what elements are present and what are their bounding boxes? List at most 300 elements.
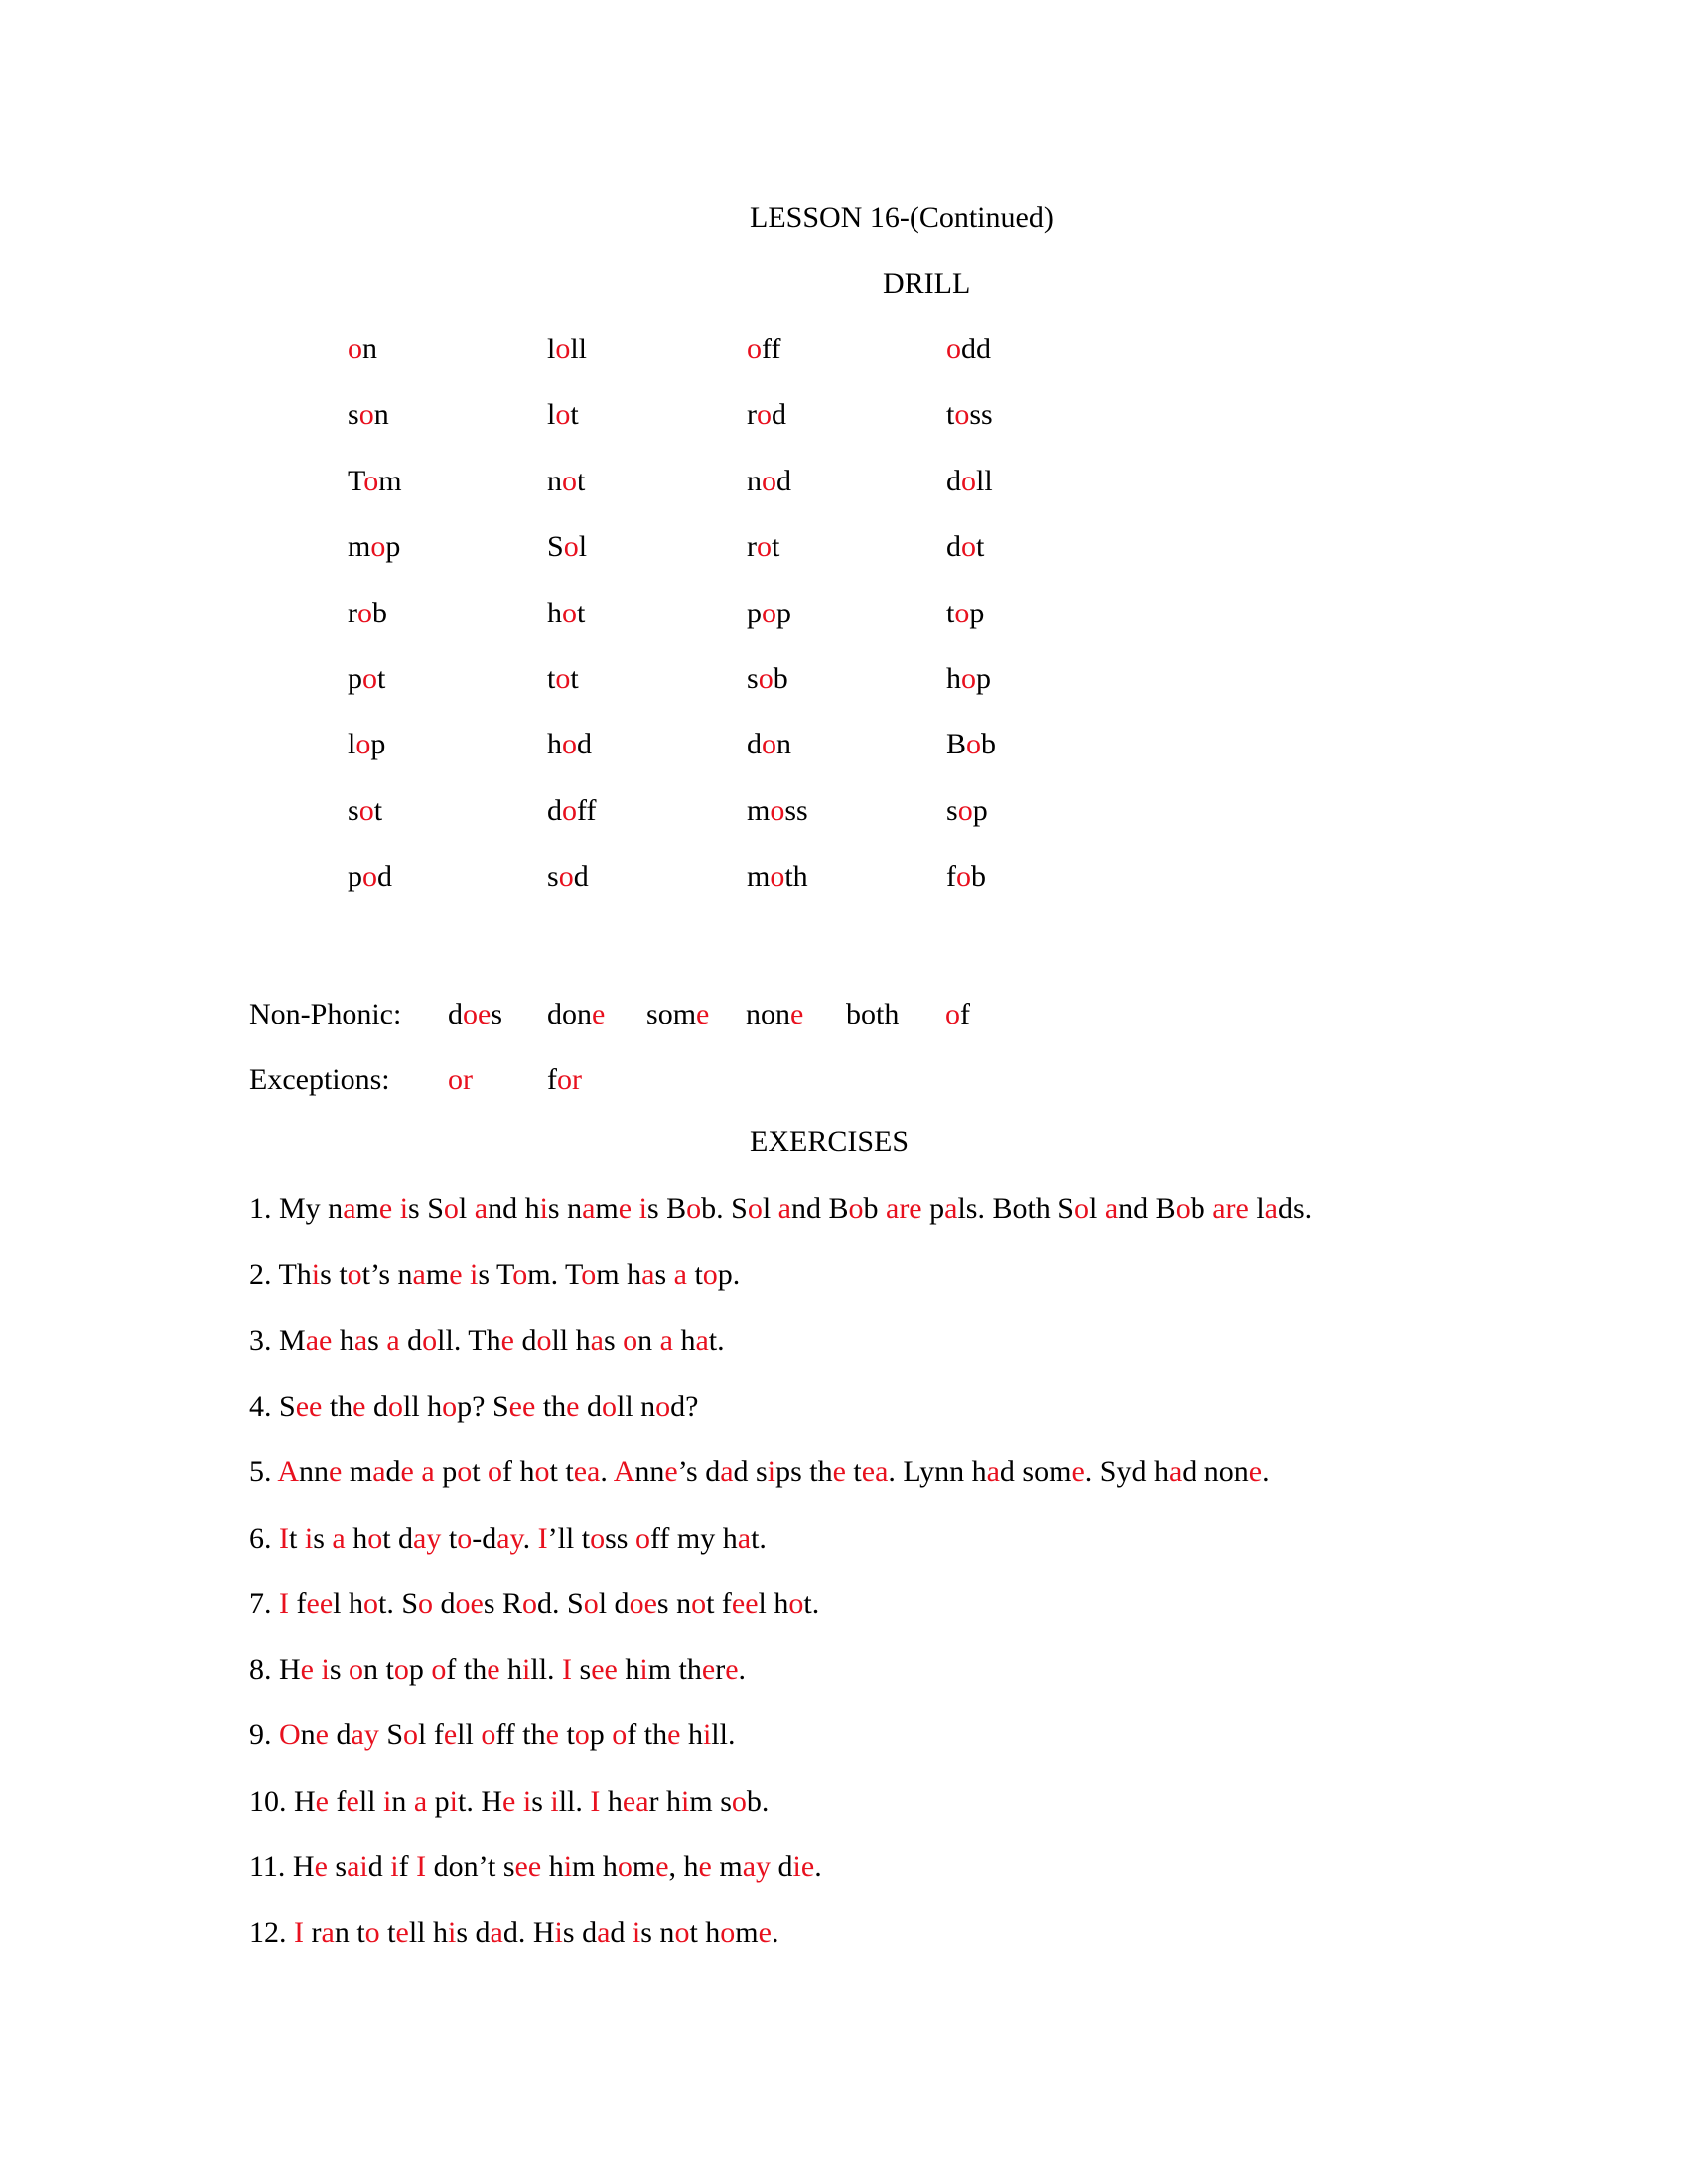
- highlighted-letters: o: [848, 1192, 864, 1225]
- highlighted-letters: ai: [347, 1850, 368, 1883]
- text-run: b.: [746, 1784, 770, 1818]
- text-run: p: [348, 860, 362, 893]
- text-run: l: [547, 398, 556, 432]
- drill-word: [348, 330, 377, 369]
- highlighted-letters: e: [758, 1916, 772, 1950]
- text-run: ll. Th: [437, 1323, 501, 1357]
- highlighted-letters: o: [393, 1653, 409, 1687]
- highlighted-letters: e: [500, 1323, 514, 1357]
- text-run: t: [441, 1521, 458, 1555]
- drill-word: [747, 462, 791, 501]
- highlighted-letters: I: [537, 1521, 548, 1555]
- text-run: d?: [670, 1389, 699, 1423]
- highlighted-letters: o: [1175, 1192, 1191, 1225]
- highlighted-letters: o: [623, 1323, 638, 1357]
- text-run: p: [408, 1653, 432, 1687]
- text-run: d: [385, 1455, 401, 1489]
- exercise-sentence: [249, 1650, 746, 1690]
- text-run: .: [771, 1916, 779, 1950]
- highlighted-letters: e: [698, 1850, 712, 1883]
- highlighted-letters: o: [534, 1455, 550, 1489]
- text-run: p: [747, 596, 762, 629]
- drill-word: [348, 395, 389, 435]
- highlighted-letters: ay: [496, 1521, 523, 1555]
- exercises-heading: EXERCISES: [750, 1125, 910, 1158]
- highlighted-letters: o: [357, 596, 372, 629]
- highlighted-letters: o: [946, 333, 961, 365]
- text-run: r h: [648, 1784, 682, 1818]
- highlighted-letters: A: [277, 1455, 300, 1489]
- text-run: h: [547, 728, 562, 761]
- text-run: ll.: [711, 1718, 736, 1752]
- text-run: ss: [605, 1521, 635, 1555]
- highlighted-letters: o: [422, 1323, 438, 1357]
- text-run: o: [657, 998, 673, 1030]
- text-run: s d: [456, 1916, 491, 1950]
- text-run: nn: [634, 1455, 665, 1489]
- text-run: r: [747, 398, 757, 432]
- highlighted-letters: o: [555, 662, 571, 695]
- text-run: 6.: [249, 1521, 279, 1555]
- text-run: d: [513, 1323, 537, 1357]
- highlighted-letters: o: [443, 1192, 459, 1225]
- text-run: ff: [577, 793, 597, 827]
- highlighted-letters: o: [562, 464, 577, 497]
- text-run: t.: [751, 1521, 767, 1555]
- text-run: d: [433, 1586, 456, 1620]
- text-run: m: [735, 1916, 759, 1950]
- drill-word: [348, 462, 402, 501]
- drill-word: [946, 725, 996, 764]
- text-run: d: [377, 860, 392, 893]
- highlighted-letters: o: [674, 1916, 690, 1950]
- highlighted-letters: a: [413, 1784, 428, 1818]
- text-run: r: [348, 596, 357, 629]
- text-run: .: [522, 1521, 538, 1555]
- highlighted-letters: e: [315, 1784, 329, 1818]
- text-run: 12.: [249, 1916, 294, 1950]
- text-run: s: [348, 793, 359, 827]
- text-run: ps th: [775, 1455, 833, 1489]
- text-run: s T: [478, 1258, 513, 1292]
- text-run: s: [348, 398, 359, 432]
- highlighted-letters: o: [362, 662, 377, 695]
- text-run: l: [578, 530, 588, 564]
- text-run: o: [562, 998, 577, 1030]
- text-run: t.: [803, 1586, 820, 1620]
- text-run: d: [547, 793, 562, 827]
- text-run: [515, 1785, 523, 1818]
- text-run: -d: [472, 1521, 497, 1555]
- text-run: m s: [689, 1784, 732, 1818]
- exceptions-label: Exceptions:: [249, 1063, 390, 1096]
- highlighted-letters: a: [1104, 1192, 1119, 1225]
- text-run: b: [981, 728, 997, 761]
- highlighted-letters: e: [315, 1718, 329, 1752]
- text-run: d: [573, 860, 589, 893]
- text-run: h: [617, 1653, 640, 1687]
- text-run: p: [370, 728, 386, 761]
- text-run: 2. Th: [249, 1258, 312, 1292]
- highlighted-letters: e: [300, 1653, 314, 1687]
- text-run: t: [845, 1455, 862, 1489]
- highlighted-letters: o: [702, 1258, 718, 1292]
- highlighted-letters: o: [634, 1521, 650, 1555]
- text-run: ll: [457, 1718, 482, 1752]
- highlighted-letters: I: [279, 1521, 289, 1555]
- text-run: s n: [640, 1916, 675, 1950]
- text-run: s: [531, 1784, 551, 1818]
- non-phonic-word: [746, 995, 803, 1034]
- text-run: t: [577, 464, 586, 497]
- text-run: r: [304, 1916, 322, 1950]
- exercise-sentence: [249, 1452, 1270, 1492]
- highlighted-letters: o: [762, 464, 776, 497]
- highlighted-letters: o: [956, 860, 971, 893]
- highlighted-letters: o: [347, 1258, 362, 1292]
- highlighted-letters: o: [362, 1586, 378, 1620]
- text-run: l h: [333, 1586, 363, 1620]
- text-run: n: [746, 998, 761, 1030]
- highlighted-letters: o: [720, 1916, 736, 1950]
- highlighted-letters: o: [348, 333, 362, 365]
- exercise-sentence: [249, 1782, 769, 1822]
- text-run: . Syd h: [1084, 1455, 1169, 1489]
- text-run: n: [547, 464, 562, 497]
- text-run: r: [747, 530, 757, 564]
- highlighted-letters: o: [562, 596, 577, 629]
- text-run: both: [846, 998, 900, 1030]
- text-run: m: [747, 793, 771, 827]
- text-run: 4. S: [249, 1389, 296, 1423]
- text-run: h: [672, 1323, 696, 1357]
- highlighted-letters: ee: [295, 1389, 323, 1423]
- highlighted-letters: e: [618, 1192, 633, 1225]
- text-run: n: [577, 998, 592, 1030]
- text-run: s: [491, 998, 503, 1030]
- highlighted-letters: i: [522, 1784, 532, 1818]
- highlighted-letters: o: [758, 662, 774, 695]
- text-run: d: [946, 530, 961, 564]
- text-run: dd: [961, 333, 991, 365]
- text-run: ss: [784, 793, 808, 827]
- text-run: s n: [547, 1192, 583, 1225]
- text-run: p: [385, 530, 401, 564]
- exception-word: [547, 1060, 582, 1100]
- text-run: t: [547, 662, 556, 695]
- highlighted-letters: o: [961, 662, 976, 695]
- highlighted-letters: o: [757, 398, 772, 432]
- text-run: p: [348, 662, 362, 695]
- drill-word: [547, 659, 579, 699]
- drill-word: [348, 594, 387, 633]
- text-run: . Lynn h: [888, 1455, 987, 1489]
- text-run: ll.: [530, 1653, 563, 1687]
- highlighted-letters: a: [590, 1323, 604, 1357]
- highlighted-letters: o: [757, 530, 772, 564]
- drill-heading: DRILL: [883, 267, 971, 300]
- highlighted-letters: o: [954, 398, 970, 432]
- highlighted-letters: or: [557, 1063, 582, 1096]
- exercise-sentence: [249, 1913, 778, 1953]
- highlighted-letters: o: [762, 596, 776, 629]
- text-run: don’t s: [426, 1850, 515, 1883]
- highlighted-letters: i: [639, 1653, 648, 1687]
- highlighted-letters: o: [686, 1192, 702, 1225]
- highlighted-letters: are: [886, 1192, 922, 1225]
- text-run: [392, 1192, 400, 1225]
- highlighted-letters: i: [399, 1192, 409, 1225]
- text-run: t’s n: [361, 1258, 413, 1292]
- text-run: f: [960, 998, 970, 1030]
- text-run: ff: [762, 333, 781, 365]
- text-run: t: [570, 662, 579, 695]
- text-run: s t: [320, 1258, 348, 1292]
- text-run: d: [610, 1916, 633, 1950]
- highlighted-letters: ay: [413, 1521, 442, 1555]
- text-run: n t: [334, 1916, 365, 1950]
- highlighted-letters: e: [725, 1653, 739, 1687]
- drill-word: [946, 462, 993, 501]
- text-run: .: [1262, 1455, 1270, 1489]
- highlighted-letters: i: [449, 1784, 459, 1818]
- highlighted-letters: e: [400, 1455, 414, 1489]
- text-run: s d: [562, 1916, 598, 1950]
- highlighted-letters: o: [388, 1389, 403, 1423]
- text-run: [314, 1653, 322, 1686]
- text-run: d n: [1182, 1455, 1219, 1489]
- text-run: t: [686, 1258, 703, 1292]
- text-run: l: [1248, 1192, 1265, 1225]
- text-run: d: [547, 998, 562, 1030]
- text-run: t. H: [458, 1784, 503, 1818]
- drill-word: [747, 395, 786, 435]
- text-run: d: [771, 1850, 793, 1883]
- drill-word: [348, 659, 385, 699]
- highlighted-letters: o: [966, 728, 982, 761]
- highlighted-letters: o: [558, 860, 574, 893]
- text-run: t: [379, 1916, 396, 1950]
- text-run: p: [921, 1192, 945, 1225]
- highlighted-letters: o: [945, 998, 960, 1030]
- text-run: f: [946, 860, 956, 893]
- highlighted-letters: i: [321, 1653, 330, 1687]
- text-run: m: [378, 464, 402, 497]
- text-run: n t: [363, 1653, 394, 1687]
- text-run: s: [367, 1323, 387, 1357]
- text-run: h: [345, 1521, 368, 1555]
- text-run: p.: [717, 1258, 741, 1292]
- highlighted-letters: o: [581, 1258, 597, 1292]
- non-phonic-label: Non-Phonic:: [249, 998, 402, 1030]
- text-run: s: [603, 1323, 624, 1357]
- highlighted-letters: e: [449, 1258, 463, 1292]
- text-run: l: [348, 728, 356, 761]
- drill-word: [348, 527, 400, 567]
- text-run: m: [672, 998, 697, 1030]
- text-run: b: [372, 596, 387, 629]
- text-run: m. T: [527, 1258, 582, 1292]
- drill-word: [547, 594, 585, 633]
- text-run: b: [971, 860, 986, 893]
- text-run: 3. M: [249, 1323, 306, 1357]
- highlighted-letters: e: [1248, 1455, 1263, 1489]
- text-run: s R: [483, 1586, 523, 1620]
- text-run: t: [946, 398, 955, 432]
- text-run: .: [814, 1850, 822, 1883]
- text-run: ff my h: [649, 1521, 738, 1555]
- text-run: s: [946, 793, 958, 827]
- text-run: , h: [668, 1850, 699, 1883]
- highlighted-letters: e: [545, 1718, 559, 1752]
- highlighted-letters: i: [539, 1192, 548, 1225]
- text-run: f: [329, 1784, 347, 1818]
- highlighted-letters: o: [362, 860, 377, 893]
- text-run: ll.: [558, 1784, 591, 1818]
- text-run: t.: [708, 1323, 725, 1357]
- lesson-title: LESSON 16-(Continued): [750, 202, 1054, 234]
- highlighted-letters: ee: [591, 1653, 618, 1687]
- text-run: b. S: [701, 1192, 748, 1225]
- text-run: 7.: [249, 1586, 279, 1620]
- highlighted-letters: o: [957, 793, 973, 827]
- text-run: t f: [706, 1586, 732, 1620]
- text-run: ’ll t: [547, 1521, 591, 1555]
- text-run: 11. H: [249, 1850, 315, 1883]
- text-run: d: [329, 1718, 352, 1752]
- text-run: ll h: [551, 1323, 591, 1357]
- highlighted-letters: i: [638, 1192, 647, 1225]
- text-run: b: [1190, 1192, 1213, 1225]
- text-run: n: [776, 728, 791, 761]
- drill-word: [348, 857, 392, 896]
- text-run: h: [946, 662, 961, 695]
- highlighted-letters: o: [617, 1850, 633, 1883]
- text-run: f: [289, 1586, 307, 1620]
- highlighted-letters: e: [667, 1718, 681, 1752]
- highlighted-letters: a: [474, 1192, 489, 1225]
- text-run: .: [738, 1653, 747, 1687]
- drill-word: [547, 462, 585, 501]
- text-run: l: [762, 1192, 778, 1225]
- text-run: n: [362, 333, 377, 365]
- text-run: d s: [999, 1455, 1035, 1489]
- text-run: m: [747, 860, 771, 893]
- text-run: m: [595, 1192, 619, 1225]
- highlighted-letters: o: [555, 333, 571, 365]
- drill-word: [547, 395, 579, 435]
- highlighted-letters: a: [321, 1916, 335, 1950]
- highlighted-letters: O: [279, 1718, 301, 1752]
- highlighted-letters: o: [961, 530, 976, 564]
- text-run: p: [776, 596, 791, 629]
- highlighted-letters: e: [329, 1455, 343, 1489]
- text-run: d: [367, 1850, 391, 1883]
- highlighted-letters: or: [448, 1063, 473, 1096]
- text-run: ls. Both S: [957, 1192, 1074, 1225]
- drill-word: [547, 791, 596, 831]
- text-run: s: [313, 1521, 333, 1555]
- text-run: t: [570, 398, 579, 432]
- drill-word: [547, 725, 592, 764]
- highlighted-letters: ea: [861, 1455, 889, 1489]
- text-run: 8. H: [249, 1653, 301, 1687]
- text-run: p: [976, 662, 991, 695]
- text-run: n: [373, 398, 389, 432]
- text-run: b: [773, 662, 788, 695]
- highlighted-letters: e: [502, 1784, 516, 1818]
- text-run: h: [541, 1850, 564, 1883]
- text-run: o: [1034, 1455, 1050, 1489]
- text-run: 10. H: [249, 1784, 316, 1818]
- highlighted-letters: o: [370, 530, 386, 564]
- highlighted-letters: a: [673, 1258, 687, 1292]
- text-run: n: [747, 464, 762, 497]
- highlighted-letters: a: [412, 1258, 426, 1292]
- highlighted-letters: e: [352, 1389, 366, 1423]
- text-run: f th: [446, 1653, 488, 1687]
- text-run: s: [654, 1258, 674, 1292]
- highlighted-letters: o: [961, 464, 976, 497]
- text-run: d: [399, 1323, 423, 1357]
- highlighted-letters: o: [583, 1586, 599, 1620]
- highlighted-letters: are: [1212, 1192, 1249, 1225]
- highlighted-letters: i: [563, 1850, 573, 1883]
- text-run: [632, 1192, 639, 1225]
- highlighted-letters: a: [737, 1521, 752, 1555]
- drill-word: [946, 791, 988, 831]
- highlighted-letters: e: [346, 1784, 359, 1818]
- text-run: t: [289, 1521, 305, 1555]
- highlighted-letters: a: [490, 1916, 503, 1950]
- highlighted-letters: a: [372, 1455, 386, 1489]
- highlighted-letters: e: [592, 998, 606, 1030]
- text-run: d. S: [537, 1586, 584, 1620]
- highlighted-letters: a: [659, 1323, 673, 1357]
- text-run: h: [332, 1323, 354, 1357]
- drill-word: [747, 527, 779, 567]
- text-run: n: [775, 998, 790, 1030]
- text-run: t: [558, 1718, 575, 1752]
- highlighted-letters: o: [731, 1784, 747, 1818]
- text-run: d: [448, 998, 463, 1030]
- highlighted-letters: A: [613, 1455, 635, 1489]
- text-run: t h: [689, 1916, 721, 1950]
- drill-word: [747, 857, 808, 896]
- text-run: m: [632, 1850, 656, 1883]
- text-run: m: [1049, 1455, 1072, 1489]
- highlighted-letters: e: [696, 998, 710, 1030]
- highlighted-letters: o: [590, 1521, 606, 1555]
- text-run: f th: [627, 1718, 668, 1752]
- text-run: S: [547, 530, 564, 564]
- text-run: ll: [976, 464, 993, 497]
- text-run: m h: [572, 1850, 618, 1883]
- highlighted-letters: e: [443, 1718, 458, 1752]
- highlighted-letters: o: [563, 530, 579, 564]
- text-run: S: [378, 1718, 404, 1752]
- text-run: ff th: [495, 1718, 546, 1752]
- text-run: t d: [382, 1521, 414, 1555]
- highlighted-letters: i: [448, 1916, 457, 1950]
- highlighted-letters: a: [1168, 1455, 1183, 1489]
- highlighted-letters: o: [358, 398, 374, 432]
- highlighted-letters: a: [1264, 1192, 1278, 1225]
- highlighted-letters: a: [720, 1455, 734, 1489]
- highlighted-letters: a: [582, 1192, 596, 1225]
- highlighted-letters: a: [695, 1323, 709, 1357]
- text-run: 1. My n: [249, 1192, 344, 1225]
